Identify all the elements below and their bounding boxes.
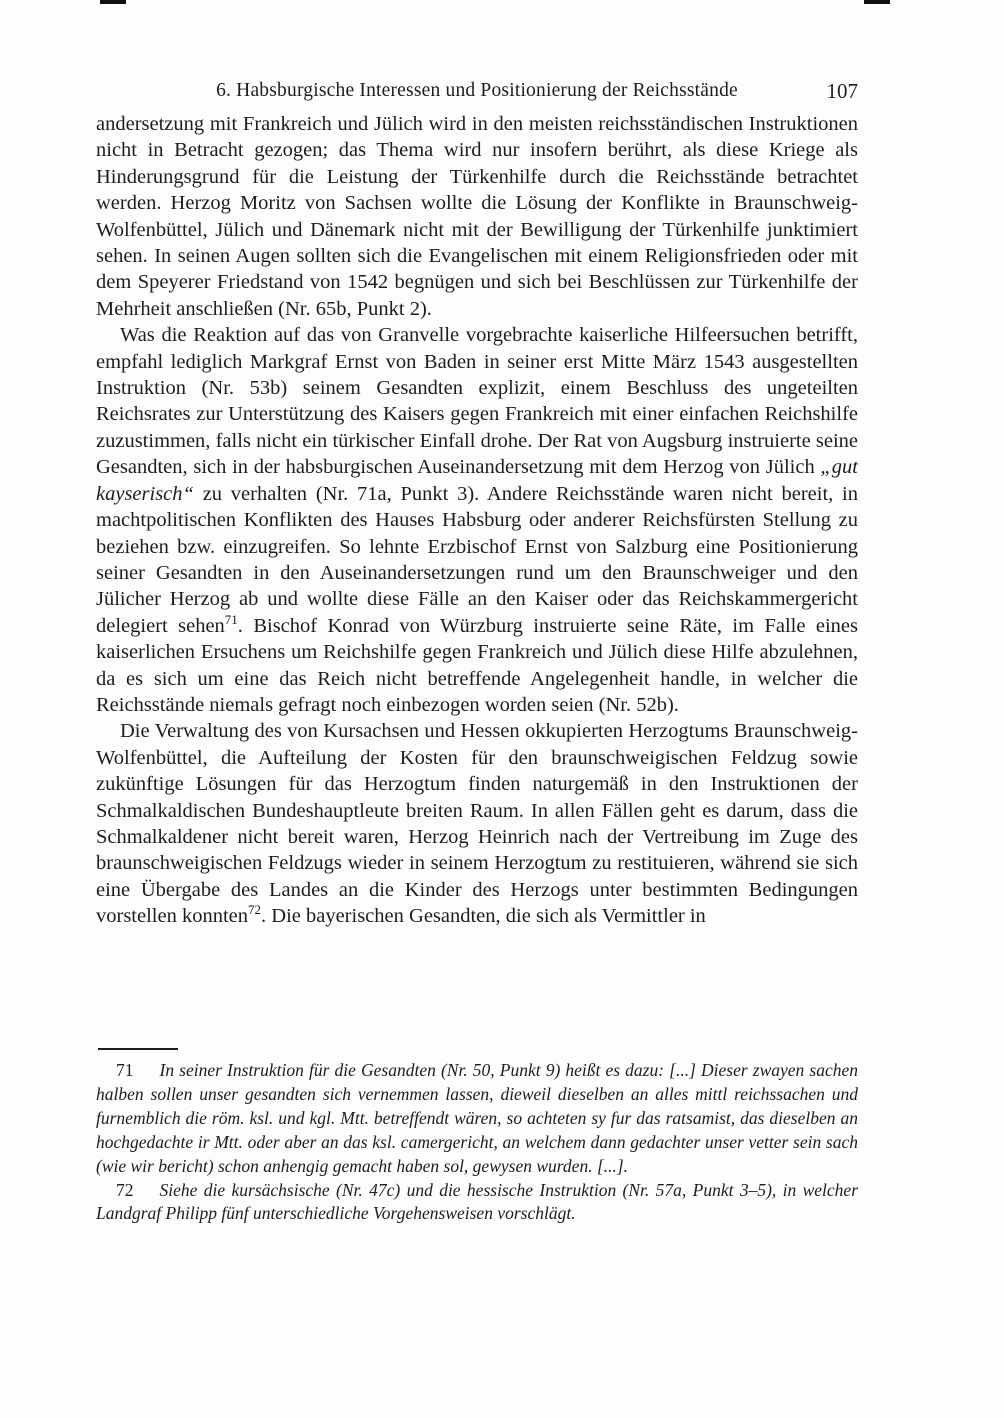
paragraph-verwaltung: [96, 718, 858, 929]
footnote-text: In seiner Instruktion für die Gesandten (Nr. 50, Punkt 9) heißt es dazu: [...] Dieser zwayen sachen halben sollen unser gesandten sich vernemmen lassen, dieweil dieselben an alles mittl reichssachen und furnemblich die röm. ksl. und kgl. Mtt. betreffendt wären, so achteten sy fur das ratsamist, das dieselben an hochgedachte ir Mtt. oder aber an das ksl. camergericht, an welchem dann gedachter unser vetter sein sach (wie wir bericht) schon anhengig gemacht haben sol, gewysen wurden. [...].: [96, 1060, 858, 1176]
footnote-71: [96, 1059, 858, 1179]
footnote-text: Siehe die kursächsische (Nr. 47c) und die hessische Instruktion (Nr. 57a, Punkt 3–5), in welcher Landgraf Philipp fünf unterschiedliche Vorgehensweisen vorschlägt.: [96, 1179, 858, 1224]
paragraph-continuation: andersetzung mit Frankreich und Jülich wird in den meisten reichsständischen Instruktionen nicht in Betracht gezogen; das Thema wird nur insofern berührt, als diese Kriege als Hinderungsgrund für die Leistung der Türkenhilfe durch die Reichsstände betrachtet werden. Herzog Moritz von Sachsen wollte die Lösung der Konflikte in Braunschweig-Wolfenbüttel, Jülich und Dänemark nicht mit der Bewilligung der Türkenhilfe junktimiert sehen. In seinen Augen sollten sich die Evangelischen mit einem Religionsfrieden oder mit dem Speyerer Friedstand von 1542 begnügen und sich bei Beschlüssen zur Türkenhilfe der Mehrheit anschließen (Nr. 65b, Punkt 2).: [96, 113, 858, 320]
running-header: [96, 80, 858, 104]
paragraph-reaktion: [96, 322, 858, 718]
footnote-number: 72: [116, 1179, 134, 1200]
footnote-ref-71: 71: [224, 611, 238, 627]
footnote-72: [96, 1179, 858, 1227]
source-quote: „gut kayserisch“: [96, 456, 858, 505]
body-text: [96, 111, 858, 930]
footnote-ref-72: 72: [248, 902, 262, 918]
scan-artifact-left: [100, 0, 126, 4]
paragraph-text: . Bischof Konrad von Würzburg instruierte seine Räte, im Falle eines kaiserlichen Ersuchens um Reichshilfe gegen Frankreich und Jülich diese Hilfe abzulehnen, da es sich um eine das Reich nicht betreffende Angelegenheit handle, in welcher die Reichsstände niemals gefragt noch einbezogen worden seien (Nr. 52b).: [96, 614, 858, 716]
paragraph-text: . Die bayerischen Gesandten, die sich als Vermittler in: [261, 905, 706, 928]
footnote-number: 71: [116, 1060, 134, 1080]
footnote-separator: [98, 1048, 178, 1050]
page-number: 107: [826, 79, 858, 103]
paragraph-text: Die Verwaltung des von Kursachsen und Hessen okkupierten Herzogtums Braunschweig-Wolfenbüttel, die Aufteilung der Kosten für den braunschweigischen Feldzug sowie zukünftige Lösungen für das Herzogtum finden naturgemäß in den Instruktionen der Schmalkaldischen Bundeshauptleute breiten Raum. In allen Fällen geht es darum, dass die Schmalkaldener nicht bereit waren, Herzog Heinrich nach der Vertreibung im Zuge des braunschweigischen Feldzugs wieder in seinem Herzogtum zu restituieren, während sie sich eine Übergabe des Landes an die Kinder des Herzogs unter bestimmten Bedingungen vorstellen konnten: [96, 720, 858, 928]
paragraph-text: zu verhalten (Nr. 71a, Punkt 3). Andere Reichsstände waren nicht bereit, in machtpolitischen Konflikten des Hauses Habsburg oder anderer Reichsfürsten Stellung zu beziehen bzw. einzugreifen. So lehnte Erzbischof Ernst von Salzburg eine Positionierung seiner Gesandten in den Auseinandersetzungen rund um den Braunschweiger und den Jülicher Herzog ab und wollte diese Fälle an den Kaiser oder das Reichskammergericht delegiert sehen: [96, 482, 858, 637]
scan-artifact-right: [864, 0, 890, 4]
chapter-title: 6. Habsburgische Interessen und Positionierung der Reichsstände: [216, 80, 738, 101]
footnotes-section: [96, 1048, 858, 1226]
paragraph-text: Was die Reaktion auf das von Granvelle vorgebrachte kaiserliche Hilfeersuchen betrifft, empfahl lediglich Markgraf Ernst von Baden in seiner erst Mitte März 1543 ausgestellten Instruktion (Nr. 53b) seinem Gesandten explizit, einem Beschluss des ungeteilten Reichsrates zur Unterstützung des Kaisers gegen Frankreich mit einer einfachen Reichshilfe zuzustimmen, falls nicht ein türkischer Einfall drohe. Der Rat von Augsburg instruierte seine Gesandten, sich in der habsburgischen Auseinandersetzung mit dem Herzog von Jülich: [96, 324, 858, 479]
